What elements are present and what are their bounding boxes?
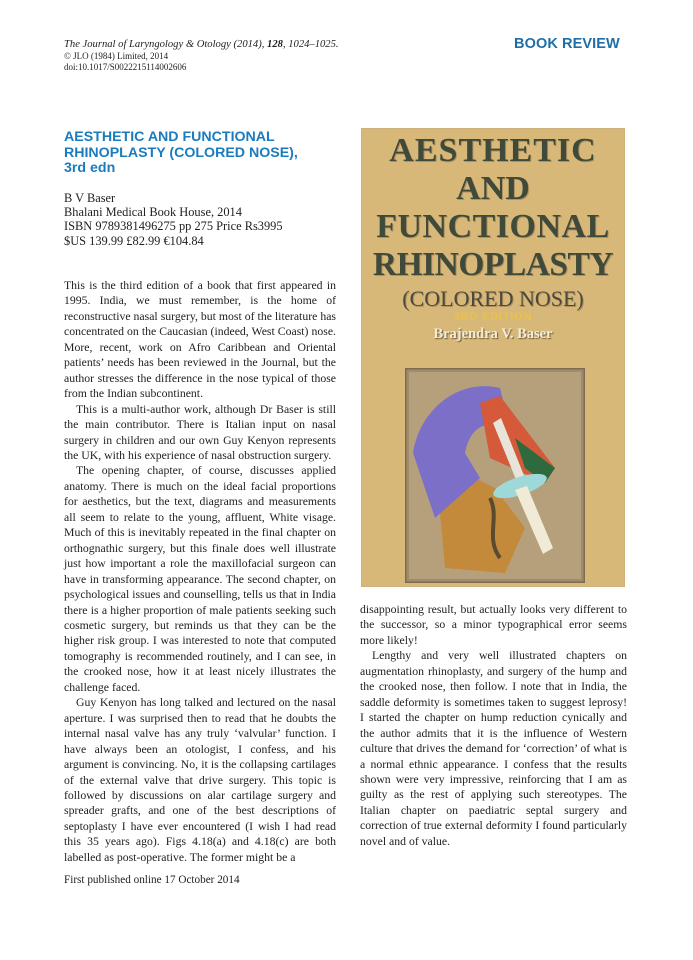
copyright-line: © JLO (1984) Limited, 2014: [64, 51, 169, 61]
book-details: [64, 191, 364, 248]
section-label: BOOK REVIEW: [514, 36, 620, 52]
book-publisher: Bhalani Medical Book House, 2014: [64, 205, 242, 220]
journal-name: The Journal of Laryngology & Otology (2014),: [64, 39, 268, 50]
cover-title-line: FUNCTIONAL: [376, 208, 610, 245]
title-line: RHINOPLASTY (COLORED NOSE),: [64, 144, 298, 161]
book-prices: $US 139.99 £82.99 €104.84: [64, 233, 204, 248]
cover-subtitle: (COLORED NOSE): [402, 286, 584, 311]
cover-title-line: RHINOPLASTY: [372, 246, 614, 283]
cover-author: Brajendra V. Baser: [433, 326, 553, 342]
doi-link[interactable]: doi:10.1017/S0022215114002606: [64, 62, 187, 72]
book-author: B V Baser: [64, 191, 116, 205]
review-title: [64, 130, 354, 177]
paragraph: This is a multi-author work, although Dr Baser is still the main contributor. There is Italian input on nasal surgery in children and our own Guy Kenyon represents the UK, with his experience of nasal obstruction surgery.: [64, 402, 336, 462]
cover-edition: 3RD EDITION: [453, 311, 533, 323]
book-cover-image: [361, 128, 625, 587]
journal-pages: , 1024–1025.: [282, 39, 339, 50]
journal-header: [64, 38, 394, 73]
paragraph: The opening chapter, of course, discusses applied anatomy. There is much on the ideal facial proportions for aesthetics, but the text, diagrams and measurements all seem to relate to the young, affluent, White visage. Much of this is inevitably repeated in the final chapter on orthognathic surgery, but this finale does well illustrate just how important a role the maxillofacial surgeon can have in transforming appearance. The second chapter, on psychological issues and counselling, tells us that in India there is a higher proportion of male patients seeking such cosmetic surgery, but reminds us that they can be the higher risk group. I was interested to note that computed tomography is recommended routinely, and I can see, in the crooked nose, how it at least nicely illustrates the challenge faced.: [64, 464, 336, 694]
cover-title-line: AESTHETIC: [389, 132, 597, 169]
journal-volume: 128: [267, 39, 283, 50]
cover-illustration: [405, 368, 585, 583]
paragraph: This is the third edition of a book that first appeared in 1995. India, we must remember, is the home of reconstructive nasal surgery, but most of the literature has concentrated on the Caucasian (indeed, West Coast) nose. More, recent, work on Afro Caribbean and Oriental patients’ needs has been reviewed in the Journal, but the author stresses the difference in the nose typical of those from the Indian subcontinent.: [64, 279, 336, 401]
paragraph: Lengthy and very well illustrated chapters on augmentation rhinoplasty, and surgery of the hump and the crooked nose, then follow. I note that in India, the saddle deformity is sometimes taken to suggest leprosy! I started the chapter on hump reduction cynically and the author admits that it is the influence of Western culture that drives the demand for ‘correction’ of what is a normal ethnic appearance. I confess that the results shown were very impressive, reinforcing that I am as guilty as the rest of applying such stereotypes. The Italian chapter on paediatric septal surgery and correction of true external deformity I found particularly novel and of value.: [360, 649, 627, 848]
left-column: [64, 278, 336, 865]
title-line: AESTHETIC AND FUNCTIONAL: [64, 129, 275, 145]
journal-citation: [64, 38, 394, 51]
title-line: 3rd edn: [64, 160, 116, 176]
paragraph: disappointing result, but actually looks very different to the successor, so a minor typographical error seems more likely!: [360, 603, 627, 647]
paragraph: Guy Kenyon has long talked and lectured on the nasal aperture. I was surprised then to read that he doubts the internal nasal valve has any truly ‘valvular’ function. I have always been an otologist, I confess, and his argument is convincing. No, it is the collapsing cartilages of the external valve that drive surgery. This topic is followed by discussions on alar cartilage surgery and spreader grafts, and one of the best descriptions of septoplasty I have ever encountered (I wish I had read this 35 years ago). Figs 4.18(a) and 4.18(c) are both labelled as post-operative. The former might be a: [64, 696, 336, 864]
cover-title-line: AND: [456, 170, 530, 207]
book-isbn: ISBN 9789381496275 pp 275 Price Rs3995: [64, 219, 283, 234]
publication-date: First published online 17 October 2014: [64, 874, 240, 886]
right-column: [360, 602, 627, 849]
